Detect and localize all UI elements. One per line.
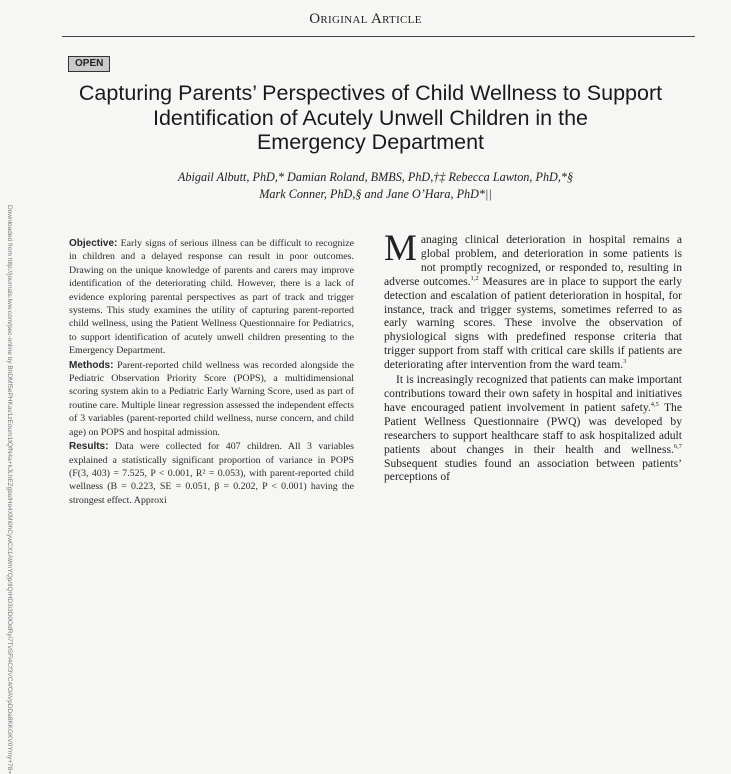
- download-watermark: [2, 205, 14, 774]
- para2-text: It is increasingly recognized that patients can make important contributions toward their own safety in hospital and initiatives have encouraged patient involvement in patient safety.: [384, 373, 682, 414]
- para1-text-cont: Measures are in place to support the early detection and escalation of patient deterioration in hospital, for instance, track and trigger systems, sometimes referred to as early warning scores. These involve the observation of physiological signs with predefined response criteria that trigger support from staff with critical care skills if patients are deteriorating after intervention from the ward team.: [384, 274, 683, 372]
- download-watermark-text: Downloaded from http://journals.lww.com/pec-online by BhDMf5ePHKav1zEoum1tQfN4a+kJLhEZgbsIHo4XMi0hCywCX1AWnYQp/IlQrHD3i3D0OdRyi7TvSFl4Cf3VC4/OAVpDDa8KKGKV0Ymy+78=: [6, 205, 13, 774]
- author-list: [60, 169, 691, 203]
- authors-line-1: Abigail Albutt, PhD,* Damian Roland, BMBS, PhD,†‡ Rebecca Lawton, PhD,*§: [177, 170, 574, 184]
- citation-ref: 4,5: [650, 401, 659, 409]
- citation-ref: 3: [623, 358, 627, 366]
- authors-line-2: Mark Conner, PhD,§ and Jane O’Hara, PhD*||: [259, 187, 492, 201]
- abstract-methods: [69, 359, 354, 439]
- methods-text: Parent-reported child wellness was recorded alongside the Pediatric Observation Priority Score (POPS), a multidimensional scoring system akin to a Pediatric Early Warning Score, used as part of routine care. Multiple linear regression assessed the independent effects of 3 variables (parent-reported child wellness, nurse concern, and child age) on POPS and hospital admission.: [69, 359, 354, 438]
- title-line-2: Identification of Acutely Unwell Children in the: [152, 105, 589, 130]
- objective-text: Early signs of serious illness can be difficult to recognize in children and a delayed response can result in poor outcomes. Drawing on the unique knowledge of parents and carers may improve identification of the deteriorating child. However, there is a lack of evidence exploring parental perspectives as part of track and trigger systems. This study examines the utility of capturing parent-reported child wellness, using the Patient Wellness Questionnaire for Pediatrics, to support identification of acutely unwell children presenting to the Emergency Department.: [69, 238, 354, 357]
- para1-text: anaging clinical deterioration in hospital remains a global problem, and deterioration in some patients is not promptly recognized, or responded to, resulting in adverse outcomes.: [384, 233, 682, 288]
- article-title: [40, 81, 701, 155]
- objective-label: Objective:: [69, 238, 118, 249]
- abstract-objective: [69, 237, 354, 358]
- open-access-badge: OPEN: [68, 56, 110, 72]
- body-text: [384, 228, 683, 484]
- results-label: Results:: [69, 441, 109, 453]
- header-rule: [62, 36, 695, 37]
- body-paragraph-2: [384, 373, 682, 484]
- methods-label: Methods:: [69, 359, 114, 371]
- title-line-1: Capturing Parents’ Perspectives of Child Wellness to Support: [78, 81, 663, 105]
- citation-ref: 6,7: [673, 442, 682, 450]
- title-line-3: Emergency Department: [256, 130, 485, 154]
- results-text: Data were collected for 407 children. All 3 variables explained a statistically significant proportion of variance in POPS (F(3, 403) = 7.525, P < 0.001, R² = 0.053), with parent-reported child wellness (B = 0.223, SE = 0.051, β = 0.202, P < 0.001) having the strongest effect. Approxi: [69, 441, 354, 506]
- abstract: [69, 237, 354, 508]
- body-paragraph-1: [384, 228, 683, 372]
- abstract-results: [69, 440, 354, 507]
- drop-cap: M: [384, 228, 417, 269]
- para2-text-cont: The Patient Wellness Questionnaire (PWQ) was developed by researchers to support healthcare staff to ask hospitalized adult patients about changes in their health and wellness.: [384, 400, 682, 456]
- section-header: Original Article: [309, 11, 422, 27]
- citation-ref: 1,2: [470, 274, 479, 282]
- para2-text-cont2: Subsequent studies found an association between patients’ perceptions of: [384, 456, 682, 484]
